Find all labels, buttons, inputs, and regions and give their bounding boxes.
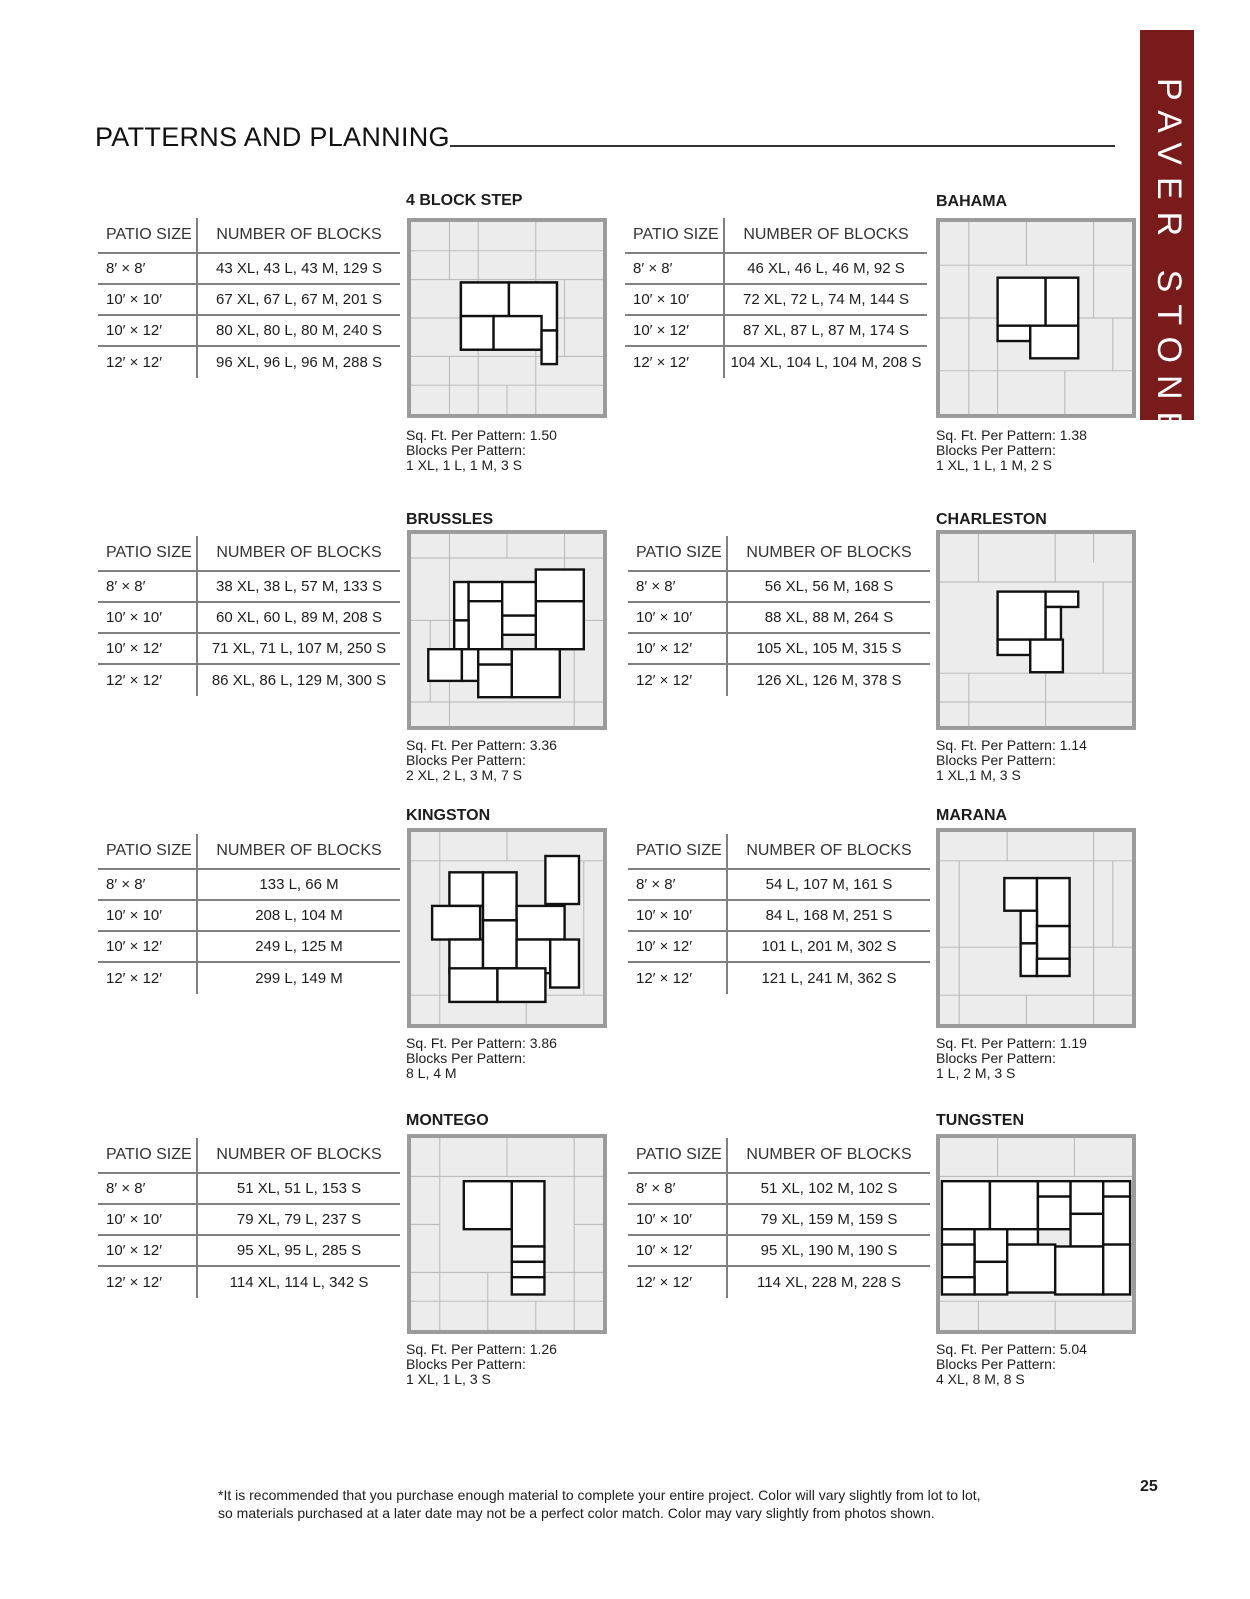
table-bahama <box>625 218 927 378</box>
table-row <box>98 963 400 994</box>
number-of-blocks-cell: 208 L, 104 M <box>255 907 343 924</box>
blocks-per-pattern-label: Blocks Per Pattern: <box>936 1356 1056 1372</box>
table-row <box>625 347 927 378</box>
table-row <box>628 932 930 963</box>
patio-size-cell: 10′ × 12′ <box>628 932 728 961</box>
number-of-blocks-cell: 87 XL, 87 L, 87 M, 174 S <box>743 322 909 339</box>
table-header-row <box>625 218 927 254</box>
patio-size-cell: 8′ × 8′ <box>628 870 728 899</box>
table-row <box>628 1236 930 1267</box>
number-of-blocks-cell: 79 XL, 159 M, 159 S <box>760 1211 898 1228</box>
table-row <box>628 1205 930 1236</box>
pattern-diagram-4-block-step <box>407 218 607 418</box>
table-tungsten <box>628 1138 930 1298</box>
table-row <box>628 603 930 634</box>
pattern-info-kingston <box>406 1036 557 1081</box>
title-rule <box>450 145 1115 147</box>
patio-size-cell: 12′ × 12′ <box>98 347 198 378</box>
table-row <box>98 347 400 378</box>
patio-size-cell: 12′ × 12′ <box>628 1267 728 1298</box>
header-patio-size: PATIO SIZE <box>628 1138 728 1172</box>
pattern-info-brussles <box>406 738 557 783</box>
patio-size-cell: 12′ × 12′ <box>625 347 725 378</box>
table-row <box>628 572 930 603</box>
blocks-per-pattern: 1 XL, 1 L, 1 M, 3 S <box>406 457 522 473</box>
number-of-blocks-cell: 54 L, 107 M, 161 S <box>765 876 893 893</box>
patio-size-cell: 10′ × 10′ <box>628 603 728 632</box>
header-number-of-blocks: NUMBER OF BLOCKS <box>743 226 909 243</box>
table-header-row <box>98 1138 400 1174</box>
page-title: PATTERNS AND PLANNING <box>95 122 450 152</box>
pattern-info-bahama <box>936 428 1087 473</box>
page-number: 25 <box>1140 1478 1158 1495</box>
number-of-blocks-cell: 38 XL, 38 L, 57 M, 133 S <box>216 578 382 595</box>
header-patio-size: PATIO SIZE <box>98 218 198 252</box>
table-row <box>98 603 400 634</box>
table-row <box>98 1236 400 1267</box>
header-patio-size: PATIO SIZE <box>628 536 728 570</box>
patio-size-cell: 10′ × 12′ <box>98 634 198 663</box>
table-row <box>98 1205 400 1236</box>
footnote <box>218 1486 981 1522</box>
pattern-diagram-bahama <box>936 218 1136 418</box>
table-row <box>98 254 400 285</box>
table-row <box>98 932 400 963</box>
sqft-per-pattern: Sq. Ft. Per Pattern: 1.19 <box>936 1035 1087 1051</box>
number-of-blocks-cell: 67 XL, 67 L, 67 M, 201 S <box>216 291 382 308</box>
patio-size-cell: 12′ × 12′ <box>628 665 728 696</box>
table-brussles <box>98 536 400 696</box>
footnote-line-2: so materials purchased at a later date may not be a perfect color match. Color may vary slightly from photos shown. <box>218 1505 935 1521</box>
patio-size-cell: 10′ × 12′ <box>98 1236 198 1265</box>
pattern-name-tungsten: TUNGSTEN <box>936 1112 1024 1129</box>
number-of-blocks-cell: 79 XL, 79 L, 237 S <box>236 1211 362 1228</box>
table-montego <box>98 1138 400 1298</box>
pattern-diagram-charleston <box>936 530 1136 730</box>
number-of-blocks-cell: 46 XL, 46 L, 46 M, 92 S <box>747 260 905 277</box>
patio-size-cell: 8′ × 8′ <box>98 254 198 283</box>
number-of-blocks-cell: 249 L, 125 M <box>255 938 343 955</box>
patio-size-cell: 10′ × 10′ <box>98 901 198 930</box>
blocks-per-pattern: 1 XL, 1 L, 1 M, 2 S <box>936 457 1052 473</box>
sqft-per-pattern: Sq. Ft. Per Pattern: 3.36 <box>406 737 557 753</box>
table-row <box>628 901 930 932</box>
blocks-per-pattern-label: Blocks Per Pattern: <box>936 442 1056 458</box>
number-of-blocks-cell: 56 XL, 56 M, 168 S <box>764 578 894 595</box>
header-number-of-blocks: NUMBER OF BLOCKS <box>216 226 382 243</box>
table-4-block-step <box>98 218 400 378</box>
pattern-name-kingston: KINGSTON <box>406 807 491 824</box>
blocks-per-pattern-label: Blocks Per Pattern: <box>406 1356 526 1372</box>
sqft-per-pattern: Sq. Ft. Per Pattern: 1.50 <box>406 427 557 443</box>
table-charleston <box>628 536 930 696</box>
number-of-blocks-cell: 80 XL, 80 L, 80 M, 240 S <box>216 322 382 339</box>
patio-size-cell: 8′ × 8′ <box>628 1174 728 1203</box>
patio-size-cell: 8′ × 8′ <box>98 572 198 601</box>
pattern-diagram-brussles <box>407 530 607 730</box>
header-number-of-blocks: NUMBER OF BLOCKS <box>746 1146 912 1163</box>
patio-size-cell: 10′ × 10′ <box>625 285 725 314</box>
table-row <box>628 1267 930 1298</box>
header-patio-size: PATIO SIZE <box>625 218 725 252</box>
table-row <box>628 634 930 665</box>
pattern-info-4-block-step <box>406 428 557 473</box>
table-row <box>98 1174 400 1205</box>
number-of-blocks-cell: 133 L, 66 M <box>259 876 339 893</box>
patio-size-cell: 10′ × 12′ <box>628 1236 728 1265</box>
pattern-diagram-kingston <box>407 828 607 1028</box>
pattern-info-tungsten <box>936 1342 1087 1387</box>
number-of-blocks-cell: 51 XL, 51 L, 153 S <box>236 1180 362 1197</box>
blocks-per-pattern-label: Blocks Per Pattern: <box>936 752 1056 768</box>
number-of-blocks-cell: 95 XL, 95 L, 285 S <box>236 1242 362 1259</box>
patio-size-cell: 10′ × 10′ <box>628 901 728 930</box>
patio-size-cell: 10′ × 12′ <box>625 316 725 345</box>
pattern-diagram-montego <box>407 1134 607 1334</box>
number-of-blocks-cell: 121 L, 241 M, 362 S <box>761 970 897 987</box>
patio-size-cell: 8′ × 8′ <box>98 870 198 899</box>
patio-size-cell: 10′ × 12′ <box>98 316 198 345</box>
patio-size-cell: 12′ × 12′ <box>98 665 198 696</box>
table-header-row <box>98 536 400 572</box>
patio-size-cell: 10′ × 10′ <box>98 1205 198 1234</box>
number-of-blocks-cell: 101 L, 201 M, 302 S <box>761 938 897 955</box>
table-row <box>628 665 930 696</box>
pattern-info-marana <box>936 1036 1087 1081</box>
header-number-of-blocks: NUMBER OF BLOCKS <box>216 544 382 561</box>
pattern-name-brussles: BRUSSLES <box>406 511 494 528</box>
patio-size-cell: 10′ × 12′ <box>628 634 728 663</box>
number-of-blocks-cell: 96 XL, 96 L, 96 M, 288 S <box>216 354 382 371</box>
pattern-name-bahama: BAHAMA <box>936 193 1008 210</box>
sqft-per-pattern: Sq. Ft. Per Pattern: 1.14 <box>936 737 1087 753</box>
section-tab-label: PAVER STONES <box>1150 78 1188 481</box>
blocks-per-pattern-label: Blocks Per Pattern: <box>406 752 526 768</box>
patio-size-cell: 8′ × 8′ <box>98 1174 198 1203</box>
sqft-per-pattern: Sq. Ft. Per Pattern: 1.26 <box>406 1341 557 1357</box>
table-row <box>98 634 400 665</box>
table-row <box>98 665 400 696</box>
table-header-row <box>628 834 930 870</box>
blocks-per-pattern: 4 XL, 8 M, 8 S <box>936 1371 1025 1387</box>
header-patio-size: PATIO SIZE <box>98 834 198 868</box>
sqft-per-pattern: Sq. Ft. Per Pattern: 5.04 <box>936 1341 1087 1357</box>
table-marana <box>628 834 930 994</box>
number-of-blocks-cell: 43 XL, 43 L, 43 M, 129 S <box>216 260 382 277</box>
table-header-row <box>628 1138 930 1174</box>
table-kingston <box>98 834 400 994</box>
table-row <box>625 254 927 285</box>
table-row <box>98 572 400 603</box>
number-of-blocks-cell: 88 XL, 88 M, 264 S <box>764 609 894 626</box>
number-of-blocks-cell: 51 XL, 102 M, 102 S <box>760 1180 898 1197</box>
blocks-per-pattern: 1 XL,1 M, 3 S <box>936 767 1021 783</box>
table-row <box>625 285 927 316</box>
patio-size-cell: 10′ × 10′ <box>628 1205 728 1234</box>
table-row <box>628 870 930 901</box>
blocks-per-pattern: 2 XL, 2 L, 3 M, 7 S <box>406 767 522 783</box>
number-of-blocks-cell: 60 XL, 60 L, 89 M, 208 S <box>216 609 382 626</box>
table-row <box>628 963 930 994</box>
pattern-name-montego: MONTEGO <box>406 1112 489 1129</box>
number-of-blocks-cell: 105 XL, 105 M, 315 S <box>756 640 902 657</box>
blocks-per-pattern-label: Blocks Per Pattern: <box>406 442 526 458</box>
blocks-per-pattern: 1 L, 2 M, 3 S <box>936 1065 1016 1081</box>
blocks-per-pattern-label: Blocks Per Pattern: <box>406 1050 526 1066</box>
patio-size-cell: 10′ × 12′ <box>98 932 198 961</box>
number-of-blocks-cell: 114 XL, 114 L, 342 S <box>229 1274 369 1291</box>
patio-size-cell: 8′ × 8′ <box>628 572 728 601</box>
pattern-info-charleston <box>936 738 1087 783</box>
pattern-name-4-block-step: 4 BLOCK STEP <box>406 192 523 209</box>
number-of-blocks-cell: 114 XL, 228 M, 228 S <box>757 1274 901 1291</box>
blocks-per-pattern: 8 L, 4 M <box>406 1065 457 1081</box>
number-of-blocks-cell: 126 XL, 126 M, 378 S <box>756 672 902 689</box>
header-number-of-blocks: NUMBER OF BLOCKS <box>216 1146 382 1163</box>
table-header-row <box>98 218 400 254</box>
table-row <box>98 285 400 316</box>
number-of-blocks-cell: 86 XL, 86 L, 129 M, 300 S <box>211 672 387 689</box>
footnote-line-1: *It is recommended that you purchase enough material to complete your entire project. Color will vary slightly from lot to lot, <box>218 1487 981 1503</box>
table-row <box>98 901 400 932</box>
patio-size-cell: 8′ × 8′ <box>625 254 725 283</box>
number-of-blocks-cell: 71 XL, 71 L, 107 M, 250 S <box>211 640 387 657</box>
number-of-blocks-cell: 84 L, 168 M, 251 S <box>765 907 893 924</box>
patio-size-cell: 12′ × 12′ <box>98 1267 198 1298</box>
table-row <box>628 1174 930 1205</box>
number-of-blocks-cell: 72 XL, 72 L, 74 M, 144 S <box>743 291 909 308</box>
pattern-name-marana: MARANA <box>936 807 1008 824</box>
patio-size-cell: 12′ × 12′ <box>628 963 728 994</box>
patio-size-cell: 10′ × 10′ <box>98 603 198 632</box>
sqft-per-pattern: Sq. Ft. Per Pattern: 3.86 <box>406 1035 557 1051</box>
table-header-row <box>628 536 930 572</box>
table-row <box>625 316 927 347</box>
number-of-blocks-cell: 95 XL, 190 M, 190 S <box>760 1242 898 1259</box>
pattern-info-montego <box>406 1342 557 1387</box>
header-number-of-blocks: NUMBER OF BLOCKS <box>216 842 382 859</box>
table-row <box>98 1267 400 1298</box>
header-patio-size: PATIO SIZE <box>98 536 198 570</box>
table-row <box>98 870 400 901</box>
header-number-of-blocks: NUMBER OF BLOCKS <box>746 842 912 859</box>
pattern-diagram-marana <box>936 828 1136 1028</box>
blocks-per-pattern-label: Blocks Per Pattern: <box>936 1050 1056 1066</box>
header-patio-size: PATIO SIZE <box>628 834 728 868</box>
patio-size-cell: 10′ × 10′ <box>98 285 198 314</box>
table-row <box>98 316 400 347</box>
pattern-diagram-tungsten <box>936 1134 1136 1334</box>
sqft-per-pattern: Sq. Ft. Per Pattern: 1.38 <box>936 427 1087 443</box>
patio-size-cell: 12′ × 12′ <box>98 963 198 994</box>
number-of-blocks-cell: 299 L, 149 M <box>255 970 343 987</box>
header-number-of-blocks: NUMBER OF BLOCKS <box>746 544 912 561</box>
header-patio-size: PATIO SIZE <box>98 1138 198 1172</box>
table-header-row <box>98 834 400 870</box>
blocks-per-pattern: 1 XL, 1 L, 3 S <box>406 1371 491 1387</box>
number-of-blocks-cell: 104 XL, 104 L, 104 M, 208 S <box>730 354 922 371</box>
pattern-name-charleston: CHARLESTON <box>936 511 1047 528</box>
